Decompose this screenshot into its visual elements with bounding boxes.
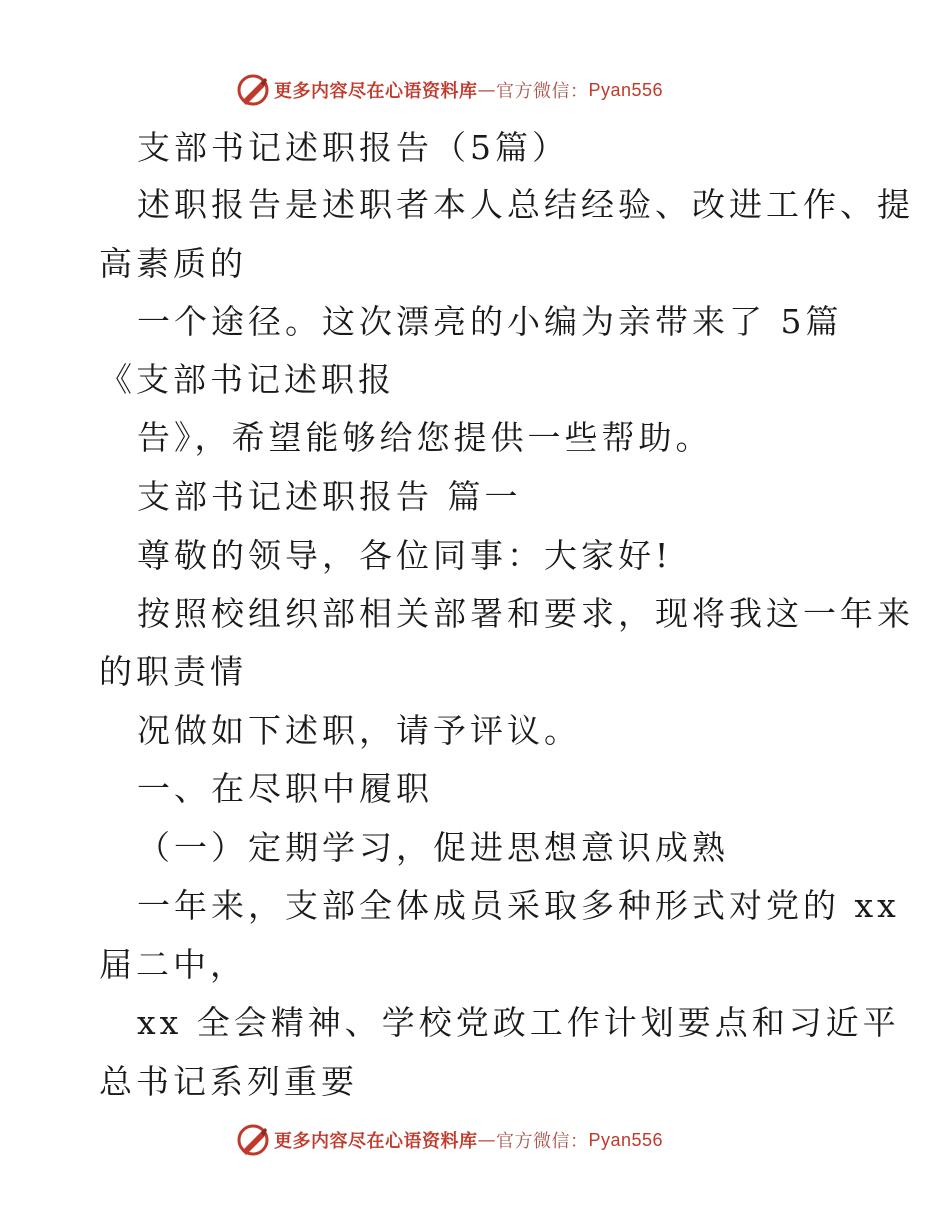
watermark-dash: — <box>477 1129 496 1151</box>
body-line: 的职责情 <box>99 652 247 691</box>
body-line: 一年来，支部全体成员采取多种形式对党的 xx <box>137 886 900 925</box>
watermark-site: 更多内容尽在心语资料库 <box>274 81 478 102</box>
pen-logo-icon <box>236 1123 270 1157</box>
pen-logo-icon <box>236 73 270 107</box>
body-line: 告》，希望能够给您提供一些帮助。 <box>137 418 713 457</box>
body-line: 况做如下述职，请予评议。 <box>137 711 581 750</box>
body-line: 一个途径。这次漂亮的小编为亲带来了 5篇 <box>137 302 843 341</box>
body-line: 述职报告是述职者本人总结经验、改进工作、提 <box>137 185 914 224</box>
watermark-label: 官方微信： <box>496 81 589 102</box>
watermark-account: Pyan556 <box>588 1129 664 1150</box>
watermark-dash: — <box>477 79 496 101</box>
body-line: 《支部书记述职报 <box>99 360 395 399</box>
header-watermark <box>236 72 663 108</box>
salutation: 尊敬的领导，各位同事：大家好! <box>137 536 673 575</box>
section-heading: 支部书记述职报告 篇一 <box>137 477 522 516</box>
body-line: xx 全会精神、学校党政工作计划要点和习近平 <box>137 1003 900 1042</box>
body-line: 届二中， <box>99 945 247 984</box>
watermark-account: Pyan556 <box>588 79 664 100</box>
footer-watermark <box>236 1122 663 1158</box>
subheading: （一）定期学习，促进思想意识成熟 <box>137 828 729 867</box>
watermark-label: 官方微信： <box>496 1131 589 1152</box>
document-title: 支部书记述职报告（5篇） <box>137 128 569 167</box>
subheading: 一、在尽职中履职 <box>137 769 433 808</box>
body-line: 总书记系列重要 <box>99 1062 358 1101</box>
body-line: 高素质的 <box>99 244 247 283</box>
watermark-site: 更多内容尽在心语资料库 <box>274 1131 478 1152</box>
body-line: 按照校组织部相关部署和要求，现将我这一年来 <box>137 594 914 633</box>
